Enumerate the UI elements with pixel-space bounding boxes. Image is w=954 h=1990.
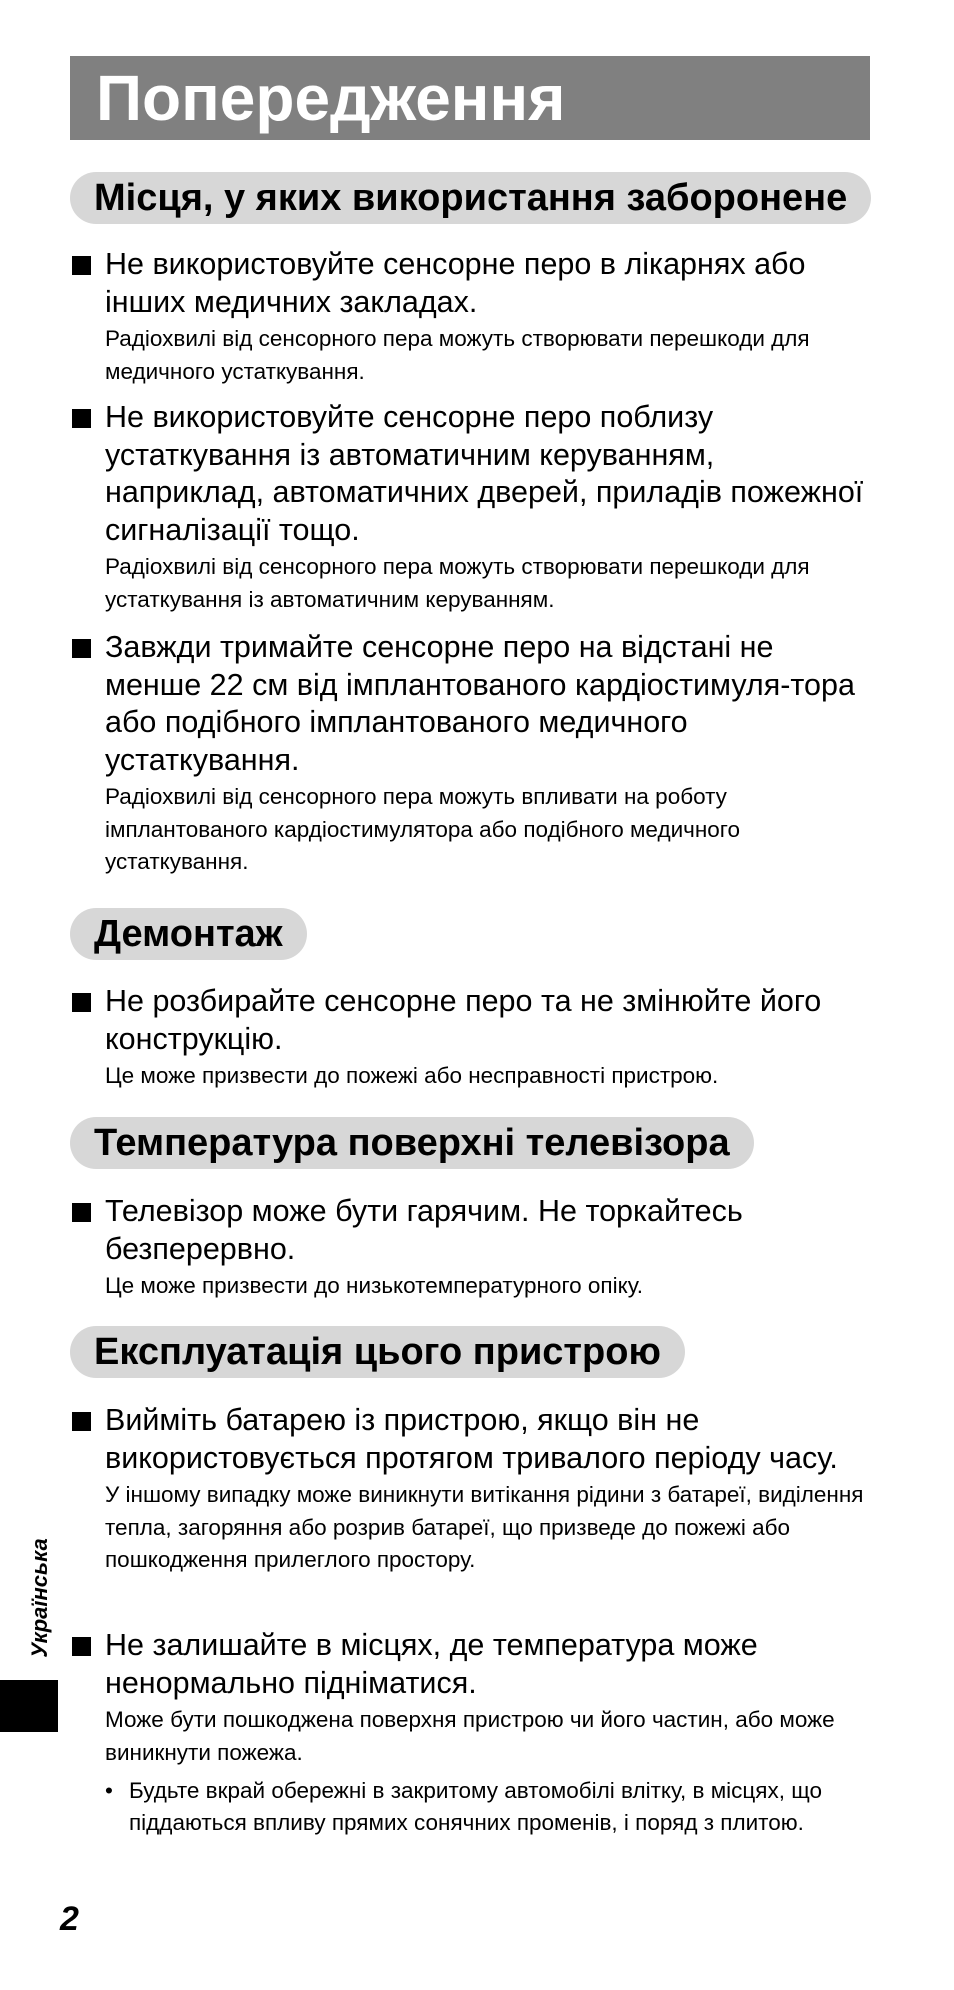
warning-item	[70, 629, 870, 879]
warning-note: Це може призвести до пожежі або несправності пристрою.	[105, 1063, 719, 1088]
warning-note: Радіохвилі від сенсорного пера можуть створювати перешкоди для устаткування із автоматичним керуванням.	[105, 554, 810, 612]
language-side-tab	[22, 1528, 58, 1668]
page-title-bar	[70, 56, 870, 140]
warning-item	[70, 1193, 870, 1303]
section-heading-prohibited-places: Місця, у яких використання заборонене	[70, 172, 871, 224]
warning-text: Телевізор може бути гарячим. Не торкайтесь безперервно.	[105, 1194, 743, 1266]
warning-text: Не використовуйте сенсорне перо в лікарнях або інших медичних закладах.	[105, 247, 806, 319]
warning-item	[70, 1627, 870, 1839]
warning-item	[70, 399, 870, 616]
warning-text: Не використовуйте сенсорне перо поблизу устаткування із автоматичним керуванням, наприклад, автоматичних дверей, приладів пожежної сигналізації тощо.	[105, 400, 864, 547]
square-bullet-icon	[72, 1203, 91, 1222]
square-bullet-icon	[72, 639, 91, 658]
language-label: Українська	[27, 1538, 52, 1658]
warning-text: Не залишайте в місцях, де температура може ненормально підніматися.	[105, 1628, 758, 1700]
section-heading-disassembly: Демонтаж	[70, 908, 307, 960]
warning-item	[70, 1402, 870, 1577]
sub-bullet-text: Будьте вкрай обережні в закритому автомобілі влітку, в місцях, що піддаються впливу прямих сонячних променів, і поряд з плитою.	[129, 1778, 823, 1835]
square-bullet-icon	[72, 256, 91, 275]
warning-note: У іншому випадку може виникнути витікання рідини з батареї, виділення тепла, загоряння або розрив батареї, що призведе до пожежі або пошкодження прилеглого простору.	[105, 1482, 864, 1572]
square-bullet-icon	[72, 409, 91, 428]
warning-text: Вийміть батарею із пристрою, якщо він не використовується протягом тривалого періоду часу.	[105, 1403, 838, 1475]
warning-note: Може бути пошкоджена поверхня пристрою чи його частин, або може виникнути пожежа.	[105, 1707, 835, 1765]
sub-bullet-item	[105, 1775, 870, 1839]
dot-bullet-icon: •	[105, 1778, 113, 1803]
square-bullet-icon	[72, 1412, 91, 1431]
square-bullet-icon	[72, 1637, 91, 1656]
warning-item	[70, 983, 870, 1093]
warning-item	[70, 246, 870, 388]
warning-text: Завжди тримайте сенсорне перо на відстані не менше 22 см від імплантованого кардіостимуля-тора або подібного імплантованого медичного устаткування.	[105, 630, 855, 777]
warning-note: Радіохвилі від сенсорного пера можуть створювати перешкоди для медичного устаткування.	[105, 326, 810, 384]
warning-text: Не розбирайте сенсорне перо та не змінюйте його конструкцію.	[105, 984, 822, 1056]
language-tab-marker	[0, 1680, 58, 1732]
square-bullet-icon	[72, 993, 91, 1012]
page-title: Попередження	[96, 62, 566, 134]
warning-note: Це може призвести до низькотемпературного опіку.	[105, 1273, 643, 1298]
section-heading-tv-surface-temperature: Температура поверхні телевізора	[70, 1117, 754, 1169]
section-heading-device-operation: Експлуатація цього пристрою	[70, 1326, 685, 1378]
page-number: 2	[60, 1900, 79, 1938]
warning-note: Радіохвилі від сенсорного пера можуть впливати на роботу імплантованого кардіостимулятора або подібного медичного устаткування.	[105, 784, 741, 874]
